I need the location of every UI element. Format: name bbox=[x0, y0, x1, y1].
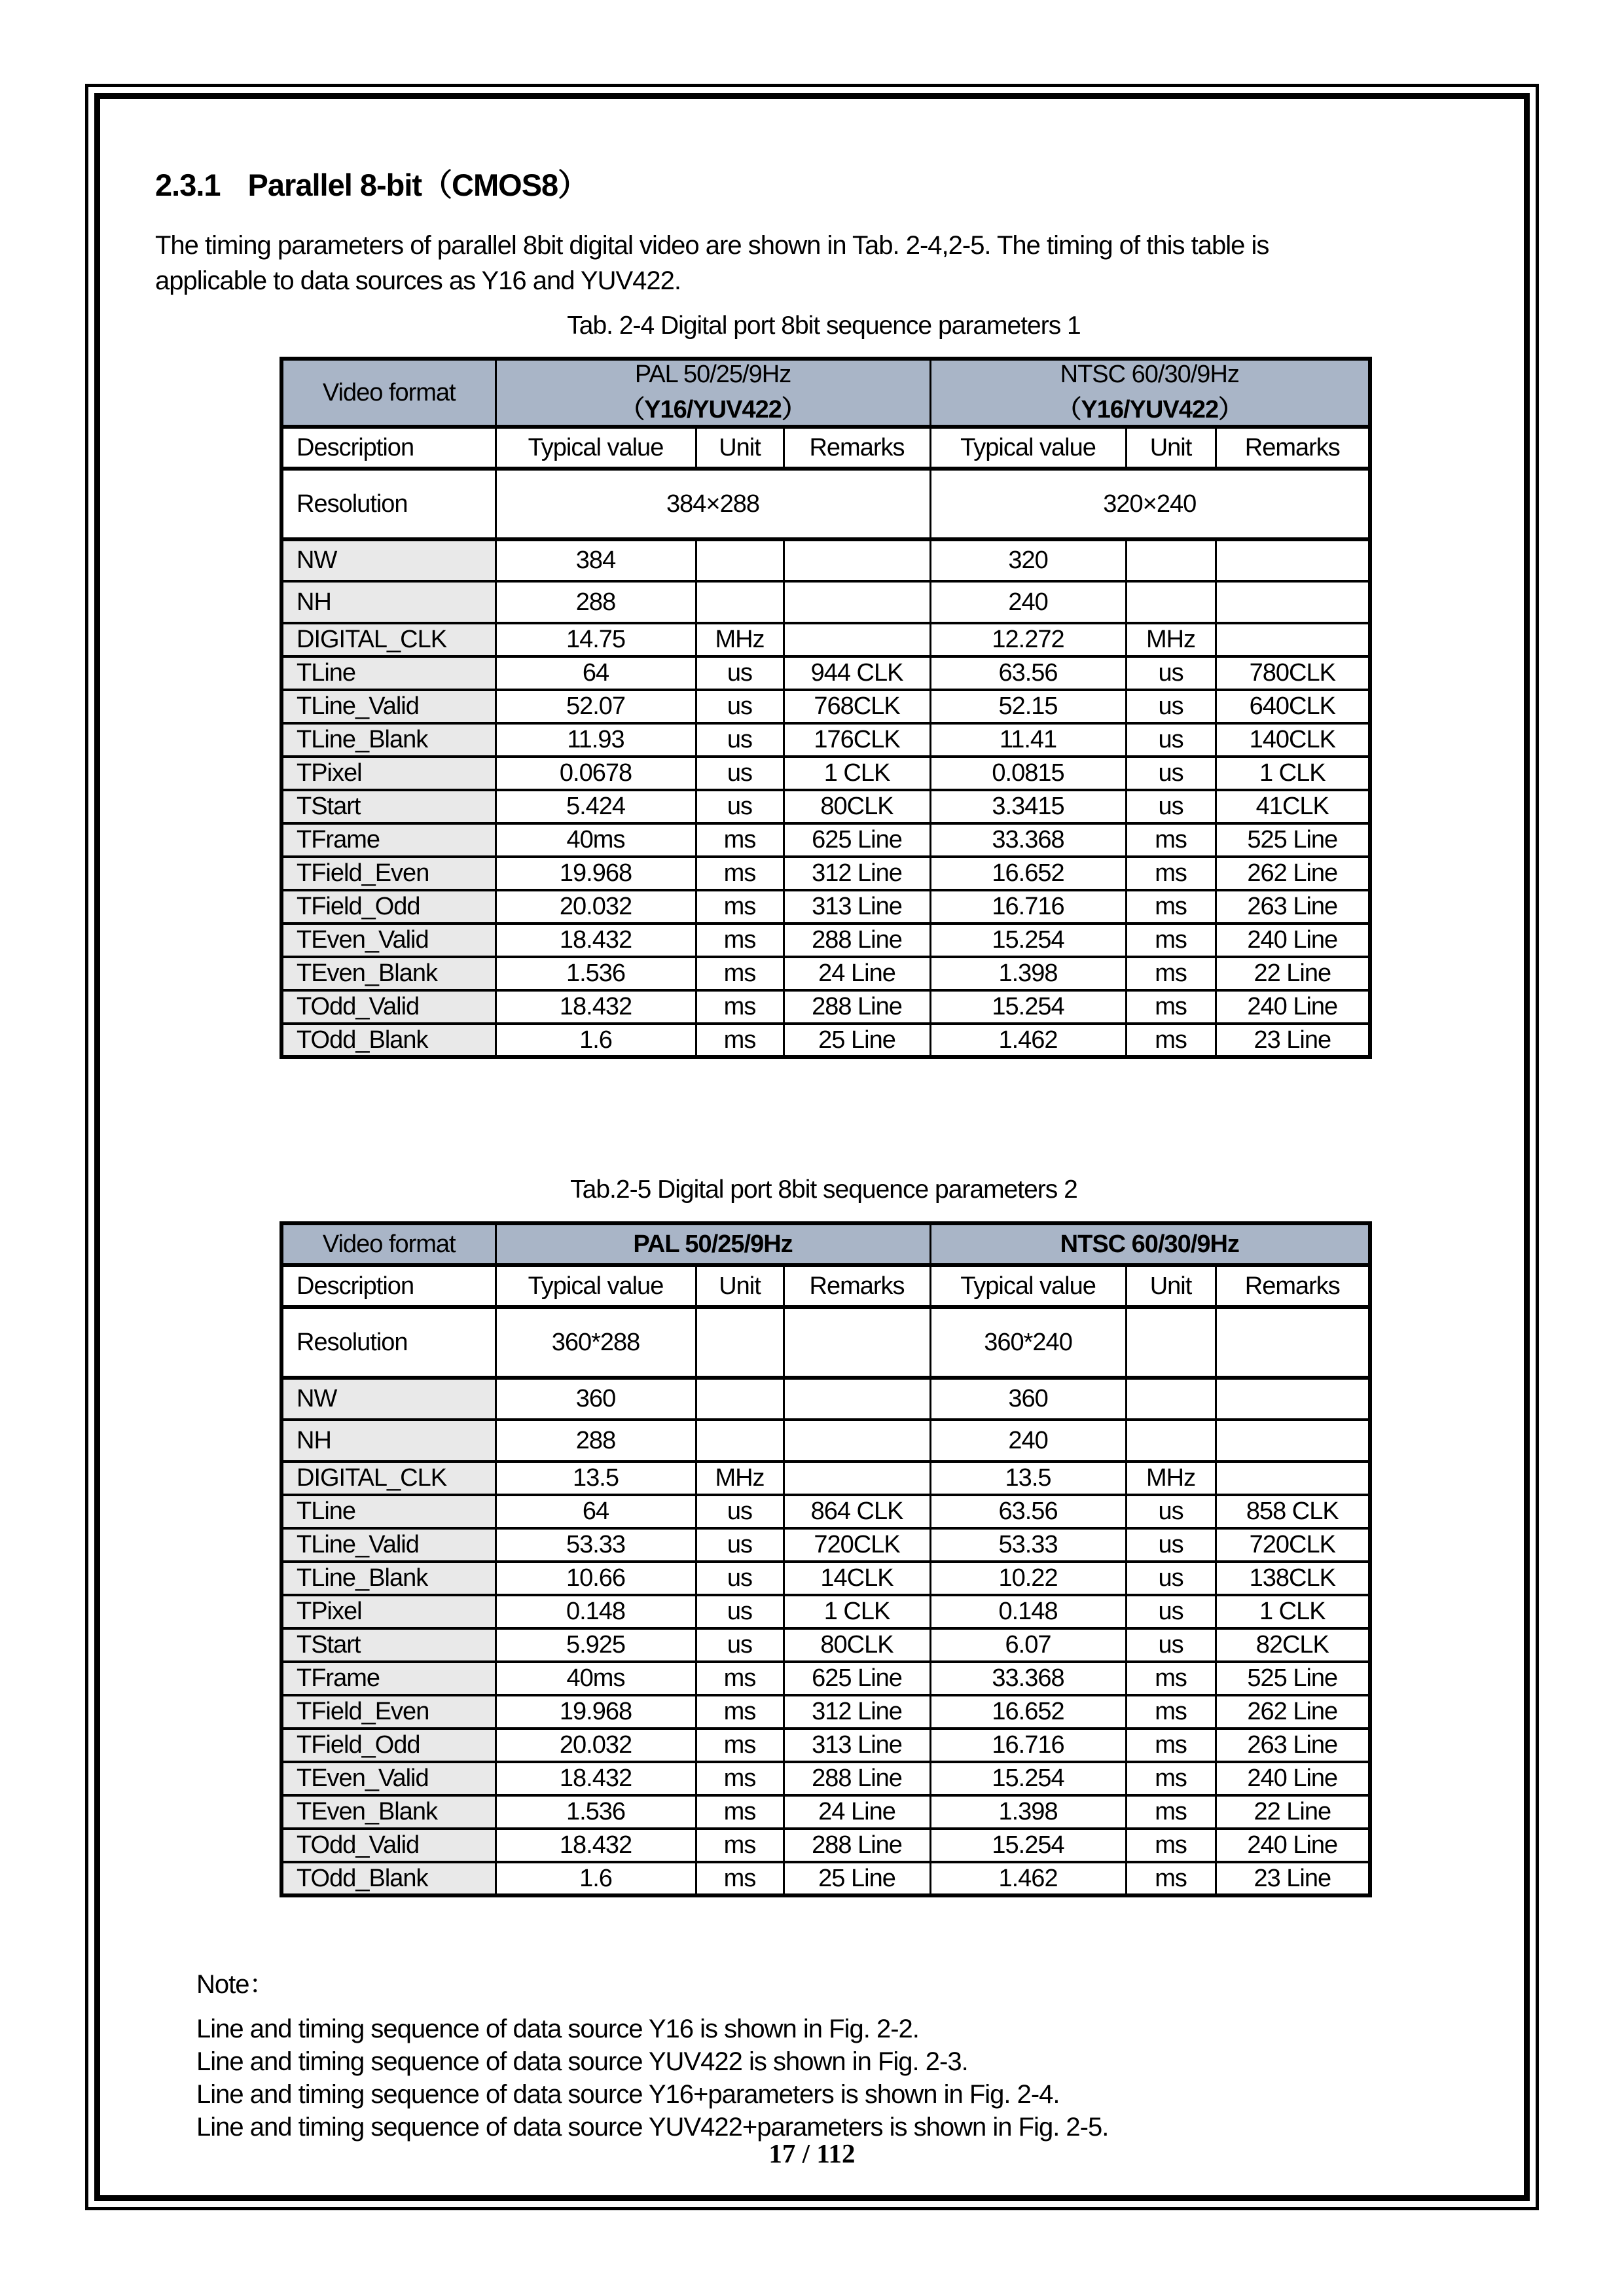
remarks-cell bbox=[784, 1307, 930, 1378]
unit-cell: ms bbox=[1126, 1829, 1216, 1862]
value-cell: 0.0815 bbox=[930, 757, 1126, 790]
unit-cell: ms bbox=[696, 1024, 784, 1057]
unit-cell: ms bbox=[696, 990, 784, 1024]
unit-cell: ms bbox=[1126, 990, 1216, 1024]
unit-cell: ms bbox=[1126, 857, 1216, 890]
subheader-cell: Typical value bbox=[496, 427, 696, 469]
remarks-cell: 525 Line bbox=[1216, 823, 1370, 857]
value-cell: 19.968 bbox=[496, 1695, 696, 1729]
remarks-cell: 312 Line bbox=[784, 857, 930, 890]
remarks-cell: 312 Line bbox=[784, 1695, 930, 1729]
remarks-cell: 41CLK bbox=[1216, 790, 1370, 823]
value-cell: 360 bbox=[496, 1378, 696, 1420]
unit-cell: ms bbox=[1126, 823, 1216, 857]
remarks-cell bbox=[784, 581, 930, 623]
row-label-cell: TOdd_Valid bbox=[281, 1829, 496, 1862]
remarks-cell: 240 Line bbox=[1216, 990, 1370, 1024]
table-row bbox=[281, 656, 1370, 690]
value-cell: 5.424 bbox=[496, 790, 696, 823]
table-row bbox=[281, 1420, 1370, 1462]
remarks-cell: 288 Line bbox=[784, 1829, 930, 1862]
remarks-cell: 23 Line bbox=[1216, 1024, 1370, 1057]
unit-cell: us bbox=[1126, 1495, 1216, 1528]
value-cell: 15.254 bbox=[930, 1762, 1126, 1795]
remarks-cell: 288 Line bbox=[784, 990, 930, 1024]
row-label-cell: TLine bbox=[281, 1495, 496, 1528]
unit-cell: ms bbox=[696, 1662, 784, 1695]
value-cell: 14.75 bbox=[496, 623, 696, 656]
remarks-cell bbox=[1216, 1462, 1370, 1495]
remarks-cell: 25 Line bbox=[784, 1862, 930, 1895]
section-number: 2.3.1 bbox=[155, 168, 221, 202]
remarks-cell: 780CLK bbox=[1216, 656, 1370, 690]
table-1-resolution-row bbox=[281, 469, 1370, 539]
remarks-cell: 80CLK bbox=[784, 790, 930, 823]
remarks-cell: 288 Line bbox=[784, 1762, 930, 1795]
row-label-cell: DIGITAL_CLK bbox=[281, 623, 496, 656]
unit-cell: ms bbox=[696, 1729, 784, 1762]
unit-cell: ms bbox=[1126, 1024, 1216, 1057]
table-1-caption: Tab. 2-4 Digital port 8bit sequence parameters 1 bbox=[567, 312, 1081, 340]
unit-cell: us bbox=[1126, 723, 1216, 757]
value-cell: 288 bbox=[496, 1420, 696, 1462]
resolution-ntsc-cell: 360*240 bbox=[930, 1307, 1126, 1378]
value-cell: 63.56 bbox=[930, 656, 1126, 690]
remarks-cell: 22 Line bbox=[1216, 957, 1370, 990]
table-row bbox=[281, 924, 1370, 957]
value-cell: 11.41 bbox=[930, 723, 1126, 757]
table-row bbox=[281, 539, 1370, 581]
video-format-header-cell: Video format bbox=[281, 1223, 496, 1265]
remarks-cell bbox=[784, 1462, 930, 1495]
value-cell: 18.432 bbox=[496, 1829, 696, 1862]
remarks-cell bbox=[1216, 623, 1370, 656]
ntsc-group-title: NTSC 60/30/9Hz bbox=[1060, 1230, 1239, 1258]
row-label-cell: TLine_Blank bbox=[281, 1562, 496, 1595]
table-row bbox=[281, 1662, 1370, 1695]
unit-cell: ms bbox=[696, 924, 784, 957]
table-row bbox=[281, 1695, 1370, 1729]
ntsc-group-title: NTSC 60/30/9Hz bbox=[1060, 361, 1239, 388]
row-label-cell: Resolution bbox=[281, 1307, 496, 1378]
remarks-cell: 262 Line bbox=[1216, 857, 1370, 890]
value-cell: 40ms bbox=[496, 1662, 696, 1695]
value-cell: 52.15 bbox=[930, 690, 1126, 723]
remarks-cell: 313 Line bbox=[784, 1729, 930, 1762]
remarks-cell: 140CLK bbox=[1216, 723, 1370, 757]
row-label-cell: TLine bbox=[281, 656, 496, 690]
unit-cell bbox=[696, 581, 784, 623]
table-row bbox=[281, 723, 1370, 757]
remarks-cell: 1 CLK bbox=[1216, 1595, 1370, 1628]
remarks-cell: 944 CLK bbox=[784, 656, 930, 690]
remarks-cell: 240 Line bbox=[1216, 1829, 1370, 1862]
table-2-column-header-row bbox=[281, 1265, 1370, 1307]
value-cell: 1.6 bbox=[496, 1024, 696, 1057]
remarks-cell bbox=[1216, 539, 1370, 581]
row-label-cell: TLine_Valid bbox=[281, 690, 496, 723]
table-row bbox=[281, 1829, 1370, 1862]
unit-cell: ms bbox=[696, 890, 784, 924]
row-label-cell: TOdd_Valid bbox=[281, 990, 496, 1024]
row-label-cell: NH bbox=[281, 581, 496, 623]
pal-group-header bbox=[496, 359, 930, 427]
remarks-cell: 720CLK bbox=[1216, 1528, 1370, 1562]
ntsc-group-header bbox=[930, 359, 1370, 427]
table-row bbox=[281, 1562, 1370, 1595]
table-row bbox=[281, 1762, 1370, 1795]
row-label-cell: TFrame bbox=[281, 823, 496, 857]
remarks-cell: 768CLK bbox=[784, 690, 930, 723]
value-cell: 33.368 bbox=[930, 1662, 1126, 1695]
remarks-cell: 262 Line bbox=[1216, 1695, 1370, 1729]
remarks-cell bbox=[1216, 1307, 1370, 1378]
unit-cell: ms bbox=[696, 1795, 784, 1829]
unit-cell: us bbox=[696, 656, 784, 690]
unit-cell: us bbox=[696, 1628, 784, 1662]
unit-cell: ms bbox=[1126, 1795, 1216, 1829]
row-label-cell: NW bbox=[281, 539, 496, 581]
timing-table-1 bbox=[280, 357, 1372, 1059]
unit-cell: us bbox=[696, 1595, 784, 1628]
table-row bbox=[281, 1862, 1370, 1895]
row-label-cell: NW bbox=[281, 1378, 496, 1420]
table-row bbox=[281, 1024, 1370, 1057]
unit-cell: us bbox=[696, 1495, 784, 1528]
unit-cell: ms bbox=[1126, 890, 1216, 924]
remarks-cell: 240 Line bbox=[1216, 924, 1370, 957]
value-cell: 6.07 bbox=[930, 1628, 1126, 1662]
video-format-header-cell: Video format bbox=[281, 359, 496, 427]
remarks-cell: 1 CLK bbox=[784, 1595, 930, 1628]
row-label-cell: TOdd_Blank bbox=[281, 1862, 496, 1895]
unit-cell: MHz bbox=[1126, 623, 1216, 656]
table-row bbox=[281, 1795, 1370, 1829]
unit-cell: MHz bbox=[1126, 1462, 1216, 1495]
unit-cell bbox=[1126, 1307, 1216, 1378]
row-label-cell: TPixel bbox=[281, 757, 496, 790]
value-cell: 64 bbox=[496, 656, 696, 690]
unit-cell: us bbox=[696, 790, 784, 823]
timing-table-2 bbox=[280, 1221, 1372, 1897]
row-label-cell: TEven_Blank bbox=[281, 957, 496, 990]
remarks-cell: 625 Line bbox=[784, 1662, 930, 1695]
resolution-ntsc-cell: 320×240 bbox=[930, 469, 1370, 539]
table-row bbox=[281, 1528, 1370, 1562]
unit-cell: us bbox=[1126, 1595, 1216, 1628]
subheader-cell: Remarks bbox=[1216, 427, 1370, 469]
value-cell: 11.93 bbox=[496, 723, 696, 757]
row-label-cell: TField_Even bbox=[281, 857, 496, 890]
unit-cell bbox=[696, 539, 784, 581]
table-row bbox=[281, 990, 1370, 1024]
ntsc-group-header bbox=[930, 1223, 1370, 1265]
pal-group-subtitle: （Y16/YUV422） bbox=[620, 396, 806, 423]
unit-cell: ms bbox=[1126, 957, 1216, 990]
unit-cell: us bbox=[696, 1562, 784, 1595]
value-cell: 1.536 bbox=[496, 957, 696, 990]
remarks-cell: 263 Line bbox=[1216, 890, 1370, 924]
value-cell: 19.968 bbox=[496, 857, 696, 890]
remarks-cell bbox=[784, 1420, 930, 1462]
unit-cell: ms bbox=[696, 1862, 784, 1895]
unit-cell bbox=[1126, 581, 1216, 623]
table-row bbox=[281, 823, 1370, 857]
value-cell: 320 bbox=[930, 539, 1126, 581]
value-cell: 12.272 bbox=[930, 623, 1126, 656]
value-cell: 15.254 bbox=[930, 1829, 1126, 1862]
subheader-cell: Remarks bbox=[784, 427, 930, 469]
note-line: Line and timing sequence of data source YUV422 is shown in Fig. 2-3. bbox=[196, 2047, 968, 2076]
row-label-cell: TOdd_Blank bbox=[281, 1024, 496, 1057]
value-cell: 18.432 bbox=[496, 990, 696, 1024]
value-cell: 1.398 bbox=[930, 1795, 1126, 1829]
remarks-cell: 858 CLK bbox=[1216, 1495, 1370, 1528]
row-label-cell: TField_Odd bbox=[281, 890, 496, 924]
remarks-cell: 525 Line bbox=[1216, 1662, 1370, 1695]
value-cell: 52.07 bbox=[496, 690, 696, 723]
unit-cell bbox=[696, 1307, 784, 1378]
row-label-cell: NH bbox=[281, 1420, 496, 1462]
row-label-cell: TStart bbox=[281, 1628, 496, 1662]
table-2-resolution-row bbox=[281, 1307, 1370, 1378]
value-cell: 240 bbox=[930, 581, 1126, 623]
value-cell: 10.22 bbox=[930, 1562, 1126, 1595]
table-row bbox=[281, 1462, 1370, 1495]
remarks-cell: 82CLK bbox=[1216, 1628, 1370, 1662]
subheader-cell: Unit bbox=[696, 427, 784, 469]
row-label-cell: TEven_Valid bbox=[281, 1762, 496, 1795]
row-label-cell: TFrame bbox=[281, 1662, 496, 1695]
table-row bbox=[281, 690, 1370, 723]
intro-line-2: applicable to data sources as Y16 and YUV422. bbox=[155, 266, 681, 295]
unit-cell bbox=[696, 1420, 784, 1462]
unit-cell: us bbox=[696, 723, 784, 757]
unit-cell: ms bbox=[696, 1695, 784, 1729]
remarks-cell: 138CLK bbox=[1216, 1562, 1370, 1595]
unit-cell: ms bbox=[696, 1762, 784, 1795]
page-number: 17 / 112 bbox=[768, 2138, 856, 2168]
value-cell: 63.56 bbox=[930, 1495, 1126, 1528]
row-label-cell: TLine_Blank bbox=[281, 723, 496, 757]
unit-cell bbox=[696, 1378, 784, 1420]
table-row bbox=[281, 890, 1370, 924]
table-row bbox=[281, 857, 1370, 890]
remarks-cell: 1 CLK bbox=[1216, 757, 1370, 790]
remarks-cell: 14CLK bbox=[784, 1562, 930, 1595]
remarks-cell: 263 Line bbox=[1216, 1729, 1370, 1762]
unit-cell: us bbox=[696, 1528, 784, 1562]
value-cell: 1.462 bbox=[930, 1024, 1126, 1057]
remarks-cell: 864 CLK bbox=[784, 1495, 930, 1528]
remarks-cell: 80CLK bbox=[784, 1628, 930, 1662]
remarks-cell bbox=[1216, 581, 1370, 623]
remarks-cell bbox=[1216, 1378, 1370, 1420]
unit-cell: us bbox=[1126, 757, 1216, 790]
unit-cell: MHz bbox=[696, 1462, 784, 1495]
unit-cell: us bbox=[1126, 656, 1216, 690]
unit-cell: us bbox=[696, 757, 784, 790]
resolution-pal-cell: 360*288 bbox=[496, 1307, 696, 1378]
row-label-cell: TStart bbox=[281, 790, 496, 823]
unit-cell: us bbox=[1126, 1528, 1216, 1562]
subheader-cell: Typical value bbox=[930, 427, 1126, 469]
value-cell: 13.5 bbox=[496, 1462, 696, 1495]
value-cell: 15.254 bbox=[930, 924, 1126, 957]
note-line: Line and timing sequence of data source Y16 is shown in Fig. 2-2. bbox=[196, 2015, 919, 2043]
unit-cell: ms bbox=[1126, 1729, 1216, 1762]
unit-cell: ms bbox=[696, 823, 784, 857]
value-cell: 13.5 bbox=[930, 1462, 1126, 1495]
value-cell: 15.254 bbox=[930, 990, 1126, 1024]
subheader-cell: Description bbox=[281, 1265, 496, 1307]
unit-cell: us bbox=[1126, 690, 1216, 723]
table-row bbox=[281, 790, 1370, 823]
table-2-format-header-row bbox=[281, 1223, 1370, 1265]
remarks-cell: 640CLK bbox=[1216, 690, 1370, 723]
unit-cell: ms bbox=[1126, 1695, 1216, 1729]
value-cell: 1.398 bbox=[930, 957, 1126, 990]
unit-cell: MHz bbox=[696, 623, 784, 656]
pal-group-title: PAL 50/25/9Hz bbox=[633, 1230, 793, 1258]
note-block bbox=[196, 1964, 1108, 2144]
unit-cell: us bbox=[1126, 1562, 1216, 1595]
subheader-cell: Typical value bbox=[496, 1265, 696, 1307]
table-row bbox=[281, 1729, 1370, 1762]
value-cell: 0.148 bbox=[930, 1595, 1126, 1628]
unit-cell: ms bbox=[696, 857, 784, 890]
subheader-cell: Typical value bbox=[930, 1265, 1126, 1307]
unit-cell: us bbox=[696, 690, 784, 723]
table-1-format-header-row bbox=[281, 359, 1370, 427]
value-cell: 16.652 bbox=[930, 1695, 1126, 1729]
value-cell: 5.925 bbox=[496, 1628, 696, 1662]
remarks-cell: 240 Line bbox=[1216, 1762, 1370, 1795]
value-cell: 16.716 bbox=[930, 1729, 1126, 1762]
row-label-cell: TPixel bbox=[281, 1595, 496, 1628]
table-1-column-header-row bbox=[281, 427, 1370, 469]
ntsc-group-subtitle: （Y16/YUV422） bbox=[1056, 396, 1243, 423]
remarks-cell: 24 Line bbox=[784, 1795, 930, 1829]
value-cell: 18.432 bbox=[496, 924, 696, 957]
value-cell: 0.148 bbox=[496, 1595, 696, 1628]
subheader-cell: Unit bbox=[1126, 427, 1216, 469]
value-cell: 3.3415 bbox=[930, 790, 1126, 823]
remarks-cell: 176CLK bbox=[784, 723, 930, 757]
unit-cell: us bbox=[1126, 790, 1216, 823]
value-cell: 1.462 bbox=[930, 1862, 1126, 1895]
row-label-cell: TField_Odd bbox=[281, 1729, 496, 1762]
remarks-cell: 313 Line bbox=[784, 890, 930, 924]
table-row bbox=[281, 1595, 1370, 1628]
unit-cell bbox=[1126, 1378, 1216, 1420]
subheader-cell: Remarks bbox=[1216, 1265, 1370, 1307]
section-title: Parallel 8-bit（CMOS8） bbox=[247, 168, 588, 202]
unit-cell: us bbox=[1126, 1628, 1216, 1662]
remarks-cell bbox=[784, 539, 930, 581]
remarks-cell: 288 Line bbox=[784, 924, 930, 957]
value-cell: 64 bbox=[496, 1495, 696, 1528]
table-row bbox=[281, 1495, 1370, 1528]
subheader-cell: Unit bbox=[696, 1265, 784, 1307]
value-cell: 1.536 bbox=[496, 1795, 696, 1829]
note-label: Note： bbox=[196, 1970, 275, 1999]
subheader-cell: Unit bbox=[1126, 1265, 1216, 1307]
remarks-cell bbox=[784, 1378, 930, 1420]
value-cell: 18.432 bbox=[496, 1762, 696, 1795]
value-cell: 240 bbox=[930, 1420, 1126, 1462]
section-heading bbox=[155, 161, 588, 205]
unit-cell: ms bbox=[696, 1829, 784, 1862]
table-row bbox=[281, 581, 1370, 623]
resolution-pal-cell: 384×288 bbox=[496, 469, 930, 539]
remarks-cell: 24 Line bbox=[784, 957, 930, 990]
remarks-cell: 720CLK bbox=[784, 1528, 930, 1562]
remarks-cell: 625 Line bbox=[784, 823, 930, 857]
note-line: Line and timing sequence of data source Y16+parameters is shown in Fig. 2-4. bbox=[196, 2080, 1060, 2109]
intro-paragraph bbox=[155, 228, 1477, 298]
pal-group-title: PAL 50/25/9Hz bbox=[634, 361, 791, 388]
remarks-cell: 22 Line bbox=[1216, 1795, 1370, 1829]
remarks-cell: 1 CLK bbox=[784, 757, 930, 790]
table-row bbox=[281, 1378, 1370, 1420]
row-label-cell: TEven_Blank bbox=[281, 1795, 496, 1829]
value-cell: 0.0678 bbox=[496, 757, 696, 790]
value-cell: 288 bbox=[496, 581, 696, 623]
subheader-cell: Remarks bbox=[784, 1265, 930, 1307]
row-label-cell: TLine_Valid bbox=[281, 1528, 496, 1562]
value-cell: 1.6 bbox=[496, 1862, 696, 1895]
intro-line-1: The timing parameters of parallel 8bit digital video are shown in Tab. 2-4,2-5. The timing of this table is bbox=[155, 231, 1269, 260]
unit-cell: ms bbox=[1126, 924, 1216, 957]
value-cell: 384 bbox=[496, 539, 696, 581]
value-cell: 40ms bbox=[496, 823, 696, 857]
row-label-cell: TEven_Valid bbox=[281, 924, 496, 957]
note-line: Line and timing sequence of data source YUV422+parameters is shown in Fig. 2-5. bbox=[196, 2113, 1109, 2142]
value-cell: 360 bbox=[930, 1378, 1126, 1420]
unit-cell bbox=[1126, 1420, 1216, 1462]
unit-cell: ms bbox=[1126, 1862, 1216, 1895]
unit-cell bbox=[1126, 539, 1216, 581]
table-row bbox=[281, 623, 1370, 656]
table-2-caption: Tab.2-5 Digital port 8bit sequence parameters 2 bbox=[570, 1175, 1077, 1204]
unit-cell: ms bbox=[1126, 1762, 1216, 1795]
subheader-cell: Description bbox=[281, 427, 496, 469]
table-row bbox=[281, 957, 1370, 990]
value-cell: 20.032 bbox=[496, 890, 696, 924]
value-cell: 10.66 bbox=[496, 1562, 696, 1595]
remarks-cell: 25 Line bbox=[784, 1024, 930, 1057]
value-cell: 53.33 bbox=[496, 1528, 696, 1562]
value-cell: 16.716 bbox=[930, 890, 1126, 924]
row-label-cell: DIGITAL_CLK bbox=[281, 1462, 496, 1495]
unit-cell: ms bbox=[1126, 1662, 1216, 1695]
remarks-cell: 23 Line bbox=[1216, 1862, 1370, 1895]
value-cell: 33.368 bbox=[930, 823, 1126, 857]
pal-group-header bbox=[496, 1223, 930, 1265]
value-cell: 16.652 bbox=[930, 857, 1126, 890]
unit-cell: ms bbox=[696, 957, 784, 990]
table-row bbox=[281, 1628, 1370, 1662]
value-cell: 20.032 bbox=[496, 1729, 696, 1762]
value-cell: 53.33 bbox=[930, 1528, 1126, 1562]
row-label-cell: TField_Even bbox=[281, 1695, 496, 1729]
row-label-cell: Resolution bbox=[281, 469, 496, 539]
remarks-cell bbox=[1216, 1420, 1370, 1462]
remarks-cell bbox=[784, 623, 930, 656]
table-row bbox=[281, 757, 1370, 790]
